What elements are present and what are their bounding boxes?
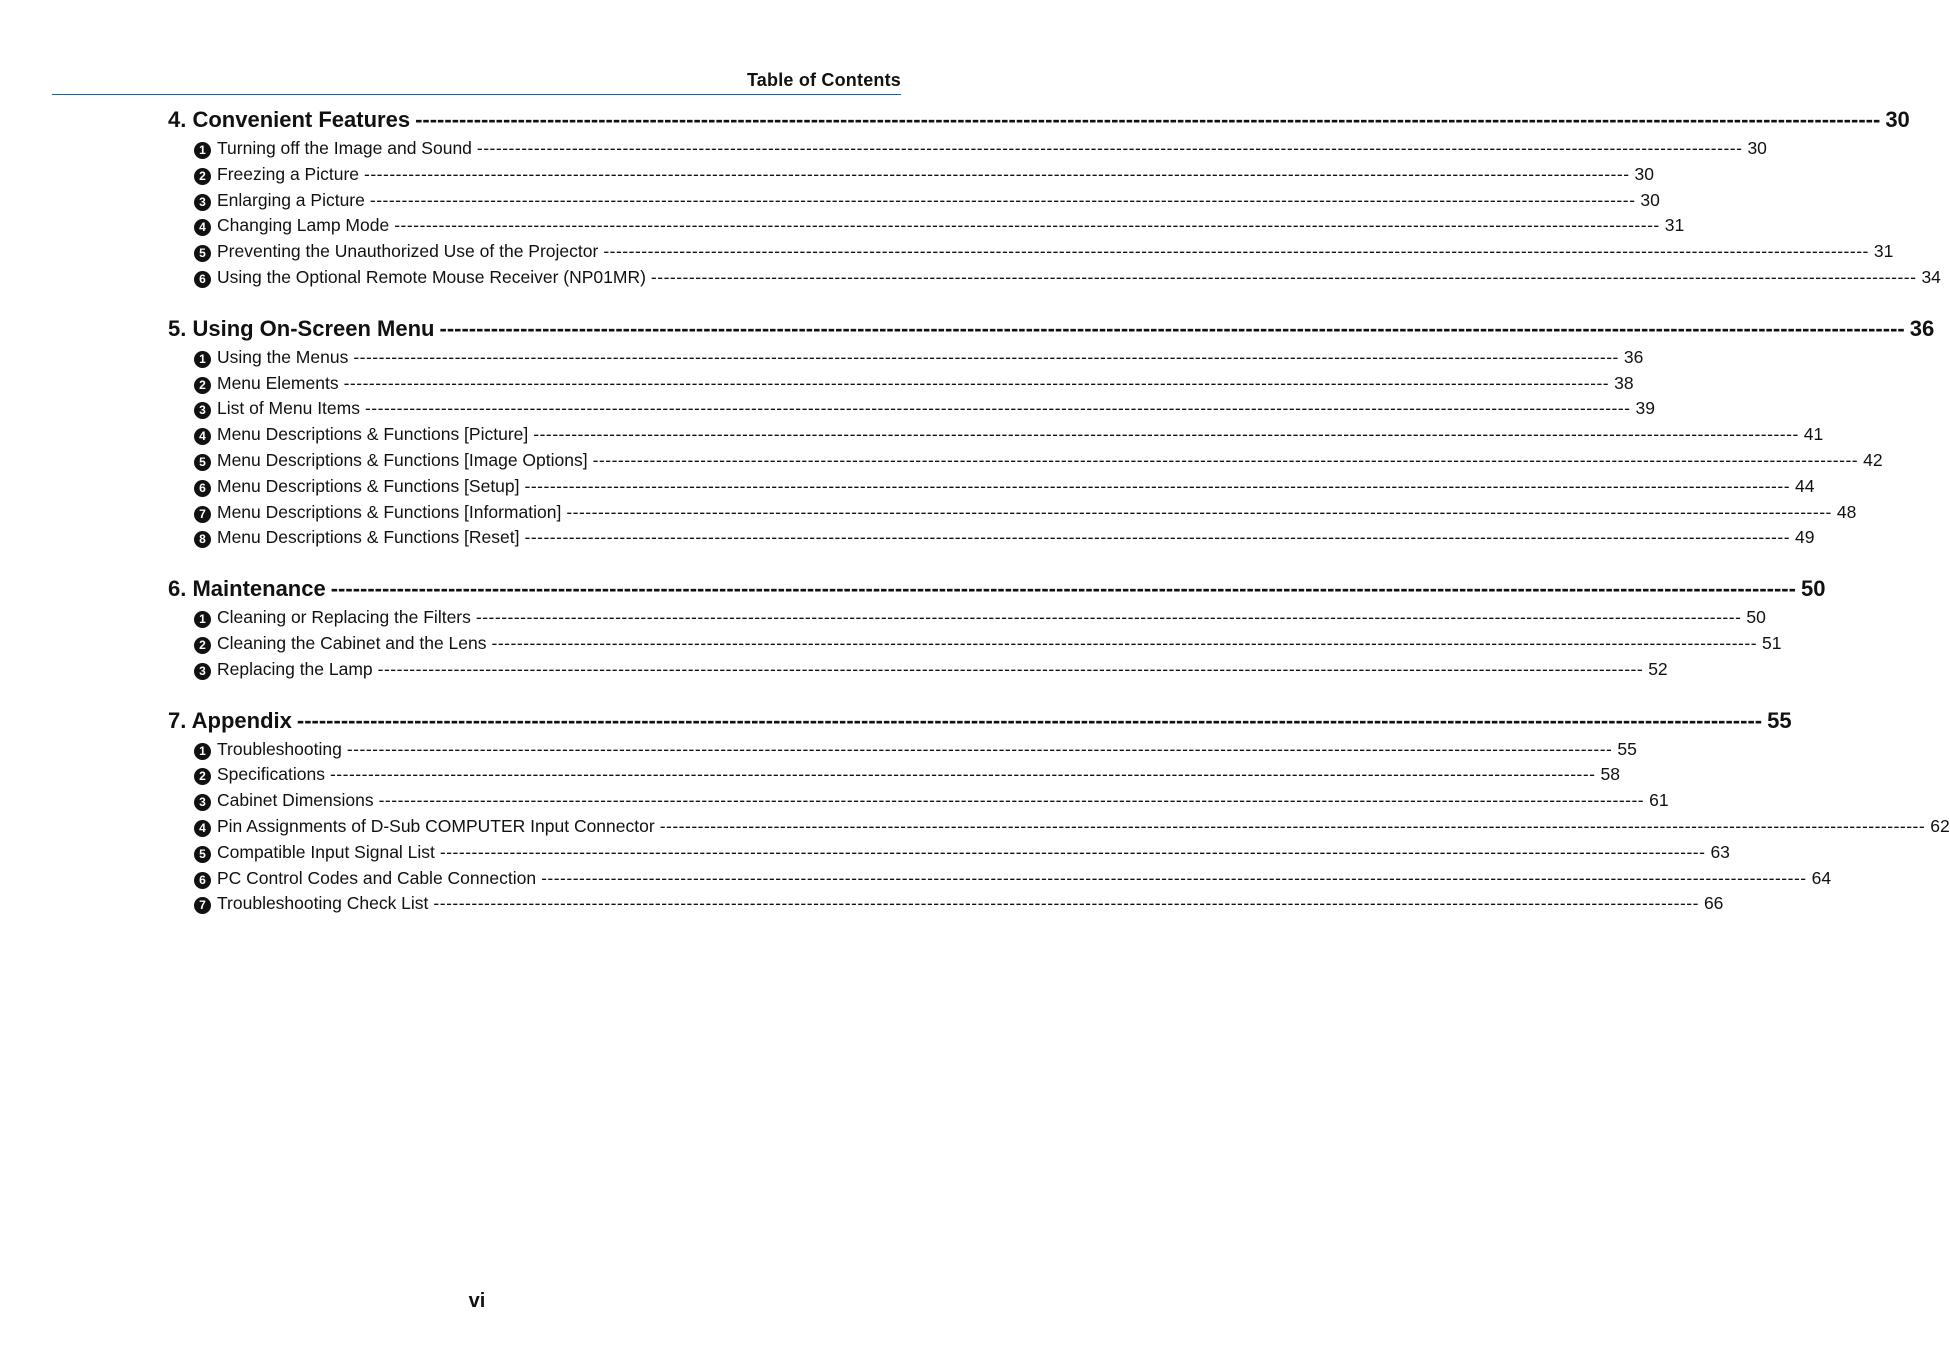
dot-leader: --------------------------------------------------------------------------------------------------------------------------------------------------------------------------------------------------------: [330, 576, 1796, 602]
number-badge-icon: 7: [194, 897, 211, 914]
toc-entry[interactable]: [168, 474, 1815, 500]
table-of-contents: [168, 104, 1950, 939]
dot-leader: --------------------------------------------------------------------------------------------------------------------------------------------------------------------------------------------------------: [346, 738, 1613, 759]
entry-title: Cleaning or Replacing the Filters: [217, 607, 471, 628]
entry-page: 36: [1623, 346, 1644, 367]
toc-entry[interactable]: [168, 345, 1644, 371]
toc-entry[interactable]: [168, 762, 1620, 788]
entry-page: 66: [1703, 893, 1724, 914]
entry-title: Pin Assignments of D-Sub COMPUTER Input Connector: [217, 815, 655, 836]
dot-leader: --------------------------------------------------------------------------------------------------------------------------------------------------------------------------------------------------------: [533, 424, 1799, 445]
dot-leader: --------------------------------------------------------------------------------------------------------------------------------------------------------------------------------------------------------: [439, 315, 1905, 341]
entry-title: Compatible Input Signal List: [217, 841, 435, 862]
number-badge-icon: 5: [194, 454, 211, 471]
entry-title: Using the Menus: [217, 346, 349, 367]
dot-leader: --------------------------------------------------------------------------------------------------------------------------------------------------------------------------------------------------------: [439, 841, 1706, 862]
dot-leader: --------------------------------------------------------------------------------------------------------------------------------------------------------------------------------------------------------: [541, 867, 1807, 888]
number-badge-icon: 2: [194, 637, 211, 654]
dot-leader: --------------------------------------------------------------------------------------------------------------------------------------------------------------------------------------------------------: [329, 764, 1596, 785]
toc-section: [168, 705, 1950, 918]
toc-entry[interactable]: [168, 525, 1815, 551]
number-badge-icon: 3: [194, 402, 211, 419]
entry-title: Freezing a Picture: [217, 163, 360, 184]
toc-entry[interactable]: [168, 188, 1660, 214]
number-badge-icon: 3: [194, 194, 211, 211]
entry-page: 51: [1762, 632, 1782, 653]
dot-leader: --------------------------------------------------------------------------------------------------------------------------------------------------------------------------------------------------------: [475, 607, 1742, 628]
dot-leader: --------------------------------------------------------------------------------------------------------------------------------------------------------------------------------------------------------: [476, 138, 1743, 158]
toc-entry[interactable]: [168, 814, 1950, 840]
toc-entry[interactable]: [168, 891, 1724, 917]
section-title: 4. Convenient Features: [168, 107, 411, 132]
entry-page: 38: [1614, 372, 1634, 393]
number-badge-icon: 7: [194, 506, 211, 523]
dot-leader: --------------------------------------------------------------------------------------------------------------------------------------------------------------------------------------------------------: [659, 815, 1926, 836]
entry-page: 61: [1649, 790, 1669, 811]
entry-page: 63: [1710, 841, 1730, 862]
toc-section-heading[interactable]: [168, 573, 1826, 605]
page-number: vi: [468, 1290, 486, 1312]
number-badge-icon: 3: [194, 794, 211, 811]
number-badge-icon: 4: [194, 820, 211, 837]
toc-entry[interactable]: [168, 500, 1857, 526]
entry-page: 30: [1640, 189, 1660, 210]
toc-section: [168, 313, 1935, 551]
section-page: 50: [1800, 576, 1826, 602]
toc-entry[interactable]: [168, 788, 1669, 814]
number-badge-icon: 3: [194, 663, 211, 680]
dot-leader: --------------------------------------------------------------------------------------------------------------------------------------------------------------------------------------------------------: [491, 632, 1758, 653]
dot-leader: --------------------------------------------------------------------------------------------------------------------------------------------------------------------------------------------------------: [524, 527, 1791, 548]
entry-title: Cleaning the Cabinet and the Lens: [217, 632, 487, 653]
toc-entry[interactable]: [168, 605, 1766, 631]
entry-title: Cabinet Dimensions: [217, 790, 374, 811]
section-page: 55: [1767, 707, 1792, 733]
number-badge-icon: 4: [194, 428, 211, 445]
dot-leader: --------------------------------------------------------------------------------------------------------------------------------------------------------------------------------------------------------: [394, 215, 1660, 236]
entry-page: 39: [1635, 398, 1655, 419]
entry-title: Specifications: [217, 764, 325, 785]
section-page: 36: [1909, 315, 1935, 341]
dot-leader: --------------------------------------------------------------------------------------------------------------------------------------------------------------------------------------------------------: [378, 790, 1645, 811]
toc-section-heading[interactable]: [168, 705, 1792, 737]
dot-leader: --------------------------------------------------------------------------------------------------------------------------------------------------------------------------------------------------------: [377, 658, 1644, 679]
dot-leader: --------------------------------------------------------------------------------------------------------------------------------------------------------------------------------------------------------: [369, 189, 1636, 210]
entry-page: 64: [1811, 867, 1832, 888]
number-badge-icon: 2: [194, 768, 211, 785]
toc-entry[interactable]: [168, 371, 1634, 397]
number-badge-icon: 6: [194, 480, 211, 497]
entry-title: Menu Descriptions & Functions [Information]: [217, 501, 562, 522]
entry-title: PC Control Codes and Cable Connection: [217, 867, 537, 888]
toc-section-heading[interactable]: [168, 313, 1935, 345]
dot-leader: --------------------------------------------------------------------------------------------------------------------------------------------------------------------------------------------------------: [592, 449, 1859, 470]
dot-leader: --------------------------------------------------------------------------------------------------------------------------------------------------------------------------------------------------------: [524, 475, 1791, 496]
toc-entry[interactable]: [168, 631, 1782, 657]
dot-leader: --------------------------------------------------------------------------------------------------------------------------------------------------------------------------------------------------------: [343, 372, 1610, 393]
entry-title: Replacing the Lamp: [217, 658, 373, 679]
section-page: 30: [1885, 107, 1910, 132]
toc-entry[interactable]: [168, 239, 1894, 265]
number-badge-icon: 1: [194, 743, 211, 760]
toc-entry[interactable]: [168, 866, 1832, 892]
toc-entry[interactable]: [168, 136, 1767, 162]
toc-section-heading[interactable]: [168, 104, 1910, 136]
toc-section: [168, 573, 1826, 682]
entry-page: 30: [1747, 138, 1767, 158]
toc-entry[interactable]: [168, 162, 1655, 188]
entry-page: 34: [1921, 266, 1941, 287]
entry-title: Turning off the Image and Sound: [217, 138, 472, 158]
entry-page: 48: [1836, 501, 1857, 522]
dot-leader: --------------------------------------------------------------------------------------------------------------------------------------------------------------------------------------------------------: [433, 893, 1699, 914]
toc-entry[interactable]: [168, 840, 1730, 866]
section-title: 5. Using On-Screen Menu: [168, 315, 435, 341]
number-badge-icon: 5: [194, 245, 211, 262]
dot-leader: --------------------------------------------------------------------------------------------------------------------------------------------------------------------------------------------------------: [650, 266, 1917, 287]
dot-leader: --------------------------------------------------------------------------------------------------------------------------------------------------------------------------------------------------------: [566, 501, 1832, 522]
entry-title: List of Menu Items: [217, 398, 360, 419]
entry-page: 42: [1863, 449, 1883, 470]
dot-leader: --------------------------------------------------------------------------------------------------------------------------------------------------------------------------------------------------------: [353, 346, 1619, 367]
dot-leader: --------------------------------------------------------------------------------------------------------------------------------------------------------------------------------------------------------: [364, 163, 1630, 184]
dot-leader: --------------------------------------------------------------------------------------------------------------------------------------------------------------------------------------------------------: [603, 241, 1869, 262]
number-badge-icon: 2: [194, 377, 211, 394]
entry-page: 44: [1795, 475, 1815, 496]
number-badge-icon: 1: [194, 611, 211, 628]
number-badge-icon: 1: [194, 351, 211, 368]
number-badge-icon: 4: [194, 219, 211, 236]
number-badge-icon: 6: [194, 872, 211, 889]
entry-page: 31: [1664, 215, 1685, 236]
entry-page: 30: [1634, 163, 1655, 184]
entry-page: 31: [1873, 241, 1894, 262]
toc-entry[interactable]: [168, 657, 1668, 683]
number-badge-icon: 1: [194, 142, 211, 159]
entry-title: Menu Descriptions & Functions [Picture]: [217, 424, 529, 445]
entry-title: Troubleshooting: [217, 738, 342, 759]
entry-page: 50: [1746, 607, 1766, 628]
entry-title: Changing Lamp Mode: [217, 215, 390, 236]
number-badge-icon: 6: [194, 271, 211, 288]
header-title: Table of Contents: [746, 70, 901, 90]
dot-leader: --------------------------------------------------------------------------------------------------------------------------------------------------------------------------------------------------------: [296, 707, 1763, 733]
section-title: 6. Maintenance: [168, 576, 326, 602]
entry-title: Menu Elements: [217, 372, 339, 393]
toc-entry[interactable]: [168, 396, 1655, 422]
entry-title: Menu Descriptions & Functions [Image Options]: [217, 449, 588, 470]
entry-title: Menu Descriptions & Functions [Reset]: [217, 527, 520, 548]
entry-page: 49: [1795, 527, 1815, 548]
header-rule: [52, 94, 901, 95]
number-badge-icon: 5: [194, 846, 211, 863]
entry-page: 41: [1803, 424, 1824, 445]
dot-leader: --------------------------------------------------------------------------------------------------------------------------------------------------------------------------------------------------------: [364, 398, 1631, 419]
toc-section: [168, 104, 1941, 291]
number-badge-icon: 8: [194, 531, 211, 548]
toc-entry[interactable]: [168, 422, 1824, 448]
toc-entry[interactable]: [168, 448, 1883, 474]
dot-leader: --------------------------------------------------------------------------------------------------------------------------------------------------------------------------------------------------------: [415, 107, 1881, 132]
entry-page: 62: [1930, 815, 1950, 836]
toc-entry[interactable]: [168, 737, 1637, 763]
number-badge-icon: 2: [194, 168, 211, 185]
entry-title: Enlarging a Picture: [217, 189, 365, 210]
entry-page: 55: [1617, 738, 1637, 759]
section-title: 7. Appendix: [168, 707, 292, 733]
entry-page: 58: [1600, 764, 1620, 785]
entry-title: Preventing the Unauthorized Use of the Projector: [217, 241, 599, 262]
entry-title: Troubleshooting Check List: [217, 893, 429, 914]
toc-entry[interactable]: [168, 213, 1685, 239]
entry-page: 52: [1648, 658, 1668, 679]
entry-title: Using the Optional Remote Mouse Receiver (NP01MR): [217, 266, 646, 287]
toc-entry[interactable]: [168, 265, 1941, 291]
entry-title: Menu Descriptions & Functions [Setup]: [217, 475, 520, 496]
